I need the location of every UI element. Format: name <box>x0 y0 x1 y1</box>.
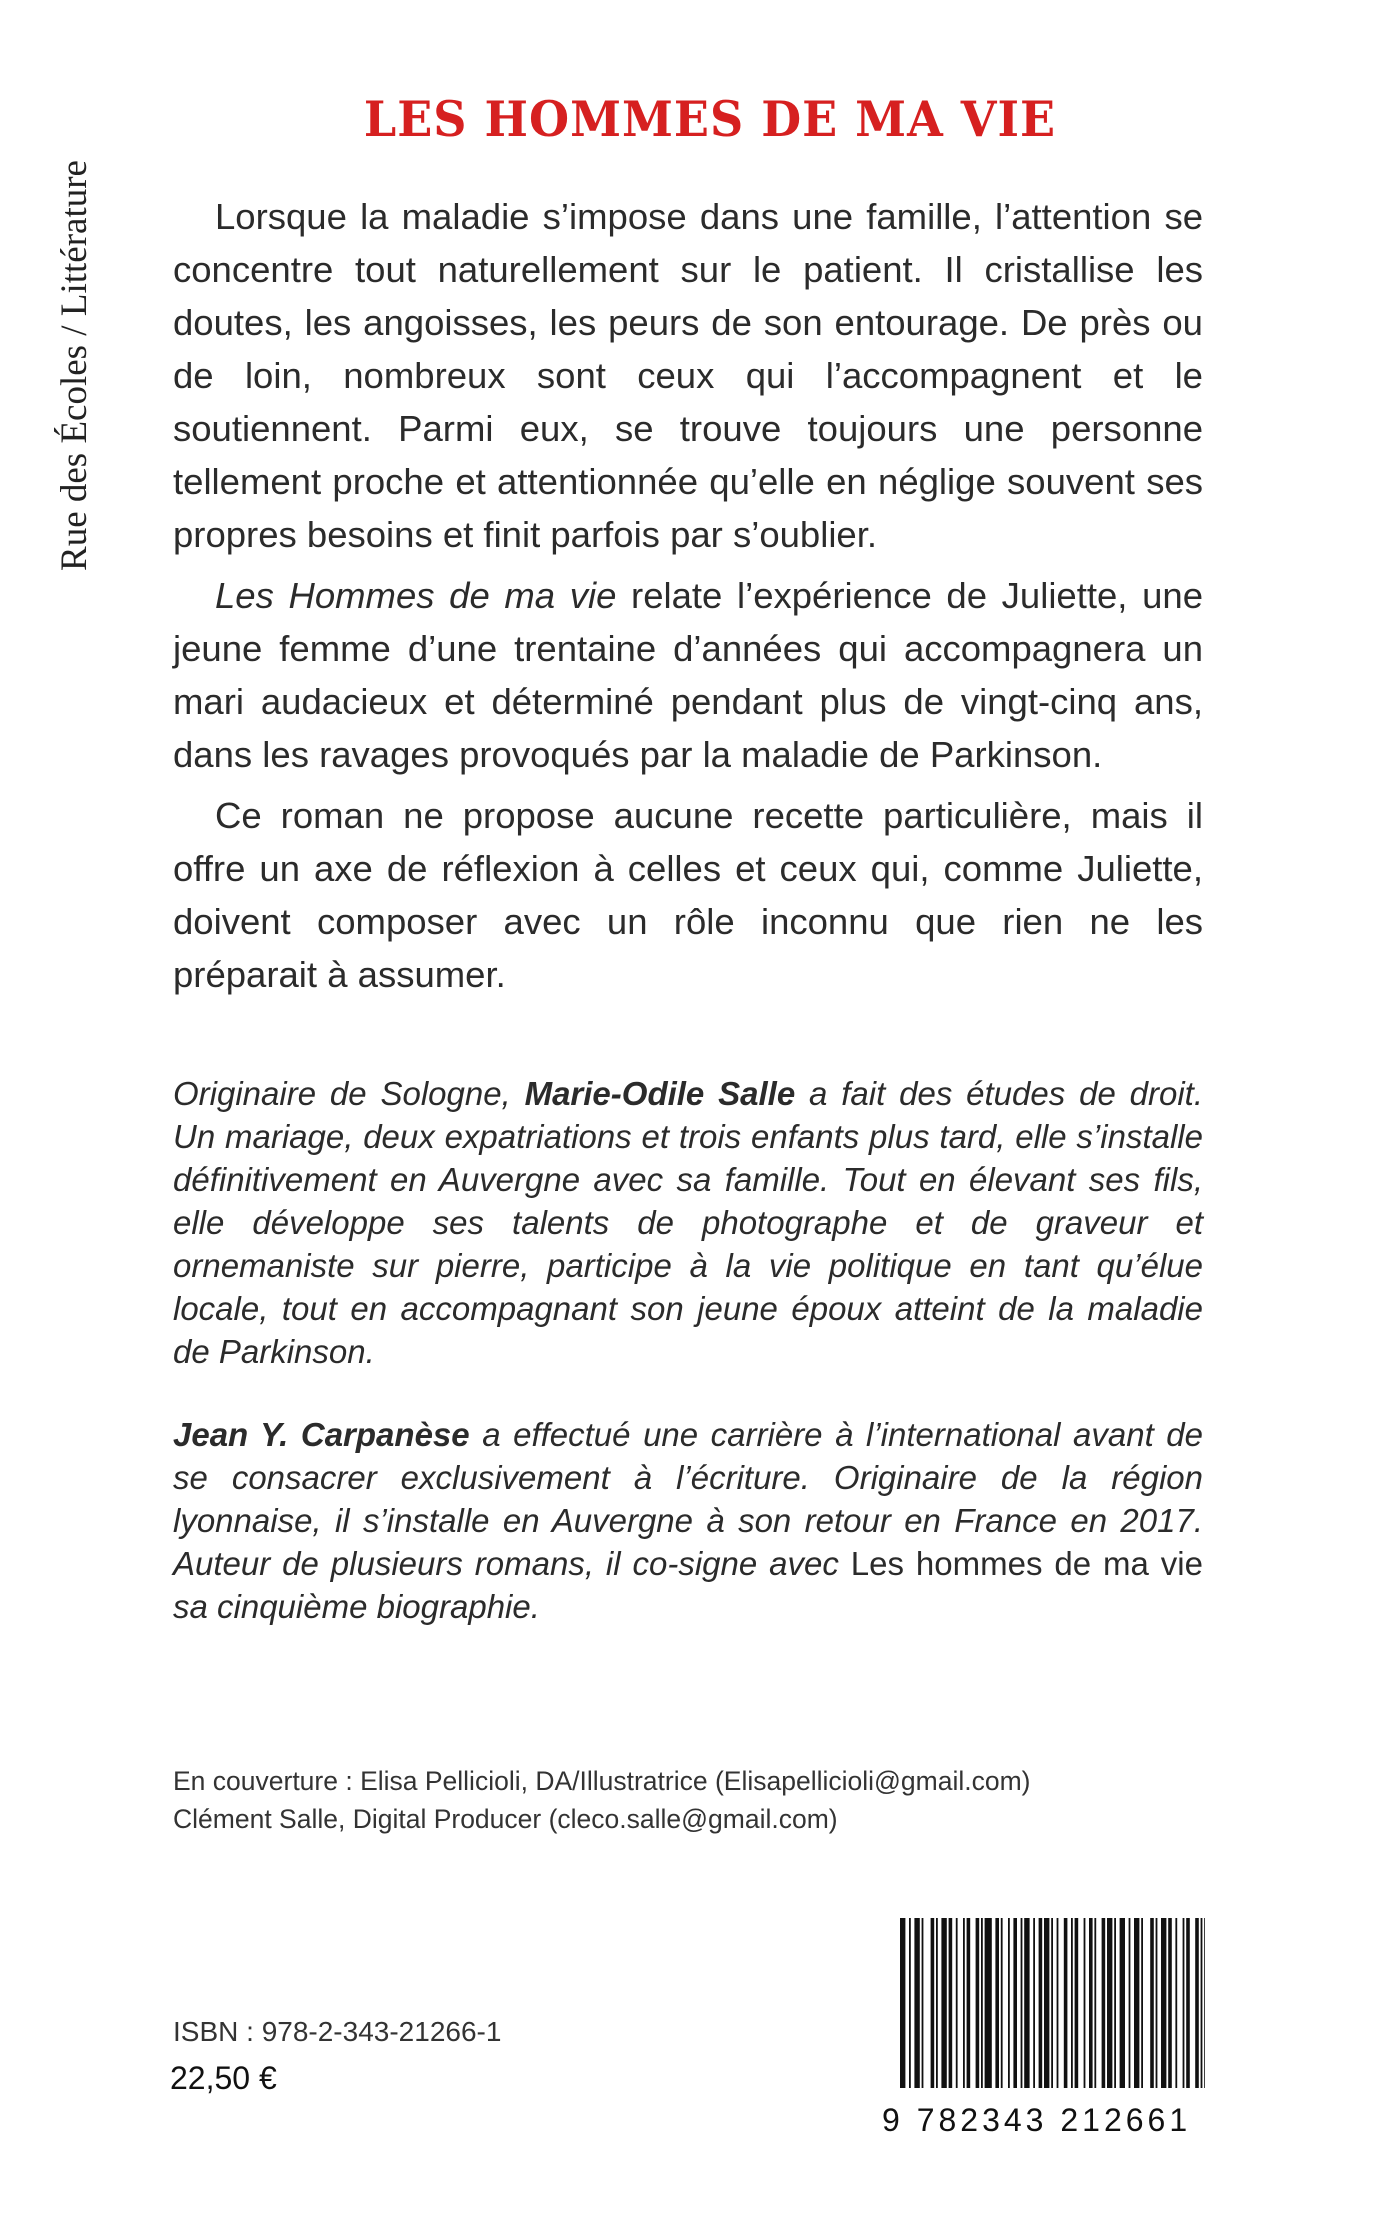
author-bio-2 <box>173 1413 1203 1628</box>
barcode-bar <box>1129 1918 1131 2088</box>
barcode-bar <box>936 1918 938 2088</box>
barcode-bar <box>1186 1918 1190 2088</box>
barcode-bar <box>1039 1918 1043 2088</box>
barcode-bar <box>956 1918 958 2088</box>
barcode-bars-icon <box>900 1918 1205 2088</box>
author-name-1: Marie-Odile Salle <box>524 1075 796 1112</box>
barcode-bar <box>1075 1918 1079 2088</box>
author-bio-1-intro: Originaire de Sologne, <box>173 1075 525 1112</box>
barcode-bar <box>941 1918 946 2088</box>
synopsis-paragraph-2-text: relate l’expérience de Juliette, une jeune femme d’une trentaine d’années qui accompagnera un mari audacieux et déterminé pendant plus de vingt-cinq ans, dans les ravages provoqués par la maladie de Parkinson. <box>173 575 1203 775</box>
barcode-bar <box>1021 1918 1023 2088</box>
barcode-bar <box>1089 1918 1093 2088</box>
author-bio-1-text: a fait des études de droit. Un mariage, deux expatriations et trois enfants plus tard, elle s’installe définitivement en Auvergne avec sa famille. Tout en élevant ses fils, elle développe ses talents de photographe et de graveur et ornemaniste sur pierre, participe à la vie politique en tant qu’élue locale, tout en accompagnant son jeune époux atteint de la maladie de Parkinson. <box>173 1075 1204 1370</box>
barcode-bar <box>995 1918 999 2088</box>
synopsis-paragraph-1: Lorsque la maladie s’impose dans une famille, l’attention se concentre tout naturellement sur le patient. Il cristallise les doutes, les angoisses, les peurs de son entourage. De près ou de loin, nombreux sont ceux qui l’accompagnent et le soutiennent. Parmi eux, se trouve toujours une personne tellement proche et attentionnée qu’elle en néglige souvent ses propres besoins et finit parfois par s’oublier. <box>173 196 1203 555</box>
barcode-bar <box>1102 1918 1106 2088</box>
barcode-digits: 9 782343 212661 <box>882 2102 1192 2138</box>
price: 22,50 € <box>170 2060 277 2096</box>
barcode-bar <box>1150 1918 1154 2088</box>
synopsis <box>173 190 1203 1009</box>
book-title-reference: Les hommes de ma vie <box>850 1545 1203 1582</box>
barcode-bar <box>1013 1918 1017 2088</box>
barcode-bar <box>1071 1918 1073 2088</box>
barcode-bar <box>1094 1918 1096 2088</box>
author-bios <box>173 1072 1203 1668</box>
barcode-bar <box>931 1918 935 2088</box>
barcode-bar <box>1141 1918 1143 2088</box>
barcode-bar <box>1044 1918 1049 2088</box>
author-bio-1 <box>173 1072 1203 1373</box>
barcode-bar <box>1204 1918 1205 2088</box>
barcode-bar <box>1183 1918 1185 2088</box>
barcode-bar <box>914 1918 919 2088</box>
cover-credits <box>173 1762 1273 1838</box>
barcode-bar <box>1134 1918 1139 2088</box>
barcode-bar <box>1161 1918 1166 2088</box>
barcode-bar <box>1114 1918 1116 2088</box>
barcode-bar <box>1084 1918 1086 2088</box>
barcode-bar <box>1168 1918 1172 2088</box>
spine-label <box>50 100 98 630</box>
author-bio-2-text: a effectué une carrière à l’international avant de se consacrer exclusivement à l’écriture. Originaire de la région lyonnaise, il s’installe en Auvergne à son retour en France en 2017. Auteur de plusieurs romans, il co-signe avec <box>173 1416 1203 1582</box>
barcode-bar <box>1195 1918 1199 2088</box>
book-title: LES HOMMES DE MA VIE <box>363 90 1057 148</box>
barcode-bar <box>1024 1918 1029 2088</box>
barcode-bar <box>1156 1918 1158 2088</box>
barcode-bar <box>1051 1918 1053 2088</box>
author-bio-2-end: sa cinquième biographie. <box>173 1588 540 1625</box>
barcode-bar <box>1107 1918 1112 2088</box>
barcode-bar <box>1008 1918 1010 2088</box>
barcode-bar <box>967 1918 971 2088</box>
barcode-bar <box>1057 1918 1059 2088</box>
barcode-bar <box>1064 1918 1068 2088</box>
synopsis-paragraph-3: Ce roman ne propose aucune recette particulière, mais il offre un axe de réflexion à celles et ceux qui, comme Juliette, doivent composer avec un rôle inconnu que rien ne les préparait à assumer. <box>173 795 1203 995</box>
barcode-bar <box>981 1918 983 2088</box>
barcode-bar <box>976 1918 980 2088</box>
credit-line-2: Clément Salle, Digital Producer (cleco.salle@gmail.com) <box>173 1804 838 1834</box>
barcode-bar <box>900 1918 905 2088</box>
synopsis-paragraph-2 <box>173 569 1203 781</box>
barcode-bar <box>922 1918 924 2088</box>
barcode-bar <box>949 1918 953 2088</box>
barcode-bar <box>1033 1918 1035 2088</box>
barcode-bar <box>1001 1918 1003 2088</box>
isbn: ISBN : 978-2-343-21266-1 <box>173 2016 502 2047</box>
author-name-2: Jean Y. Carpanèse <box>173 1416 470 1453</box>
barcode-bar <box>963 1918 965 2088</box>
barcode-bar <box>1201 1918 1203 2088</box>
barcode-bar <box>985 1918 992 2088</box>
collection-name: Rue des Écoles / Littérature <box>53 159 95 571</box>
credit-line-1: En couverture : Elisa Pellicioli, DA/Illustratrice (Elisapellicioli@gmail.com) <box>173 1766 1031 1796</box>
barcode <box>882 1918 1205 2138</box>
barcode-bar <box>1120 1918 1125 2088</box>
book-title-inline: Les Hommes de ma vie <box>215 575 617 616</box>
barcode-bar <box>909 1918 911 2088</box>
barcode-bar <box>1175 1918 1177 2088</box>
